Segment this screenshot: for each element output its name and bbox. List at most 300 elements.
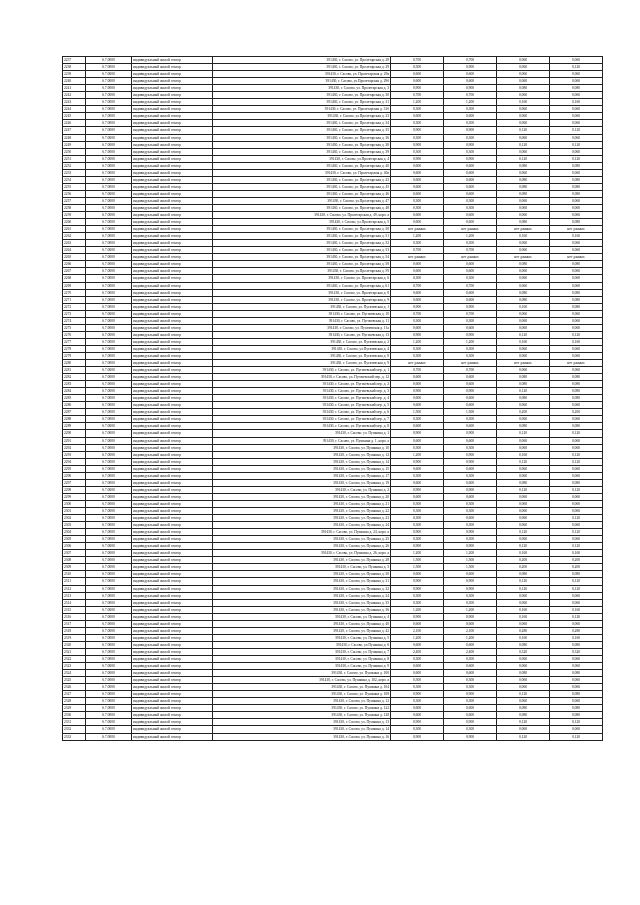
cell-row-number: 2331 [63, 719, 86, 726]
cell-address: 391430, г. Сасово, ул. Пролетарская д. 34 [213, 120, 391, 127]
table-row [63, 57, 603, 64]
cell-category-code: 6.7.0000 [86, 204, 132, 211]
cell-sector-type: индивидуальный жилой сектор [132, 233, 213, 240]
cell-value-1: 0,700 [391, 247, 444, 254]
cell-sector-type: индивидуальный жилой сектор [132, 71, 213, 78]
cell-category-code: 6.7.0000 [86, 437, 132, 444]
cell-value-3: 0,080 [497, 381, 550, 388]
cell-value-1: 0,900 [391, 543, 444, 550]
cell-value-2: 0,600 [444, 169, 497, 176]
table-row [63, 479, 603, 486]
cell-category-code: 6.7.0000 [86, 500, 132, 507]
cell-category-code: 6.7.0000 [86, 416, 132, 423]
cell-value-1: 0,300 [391, 204, 444, 211]
cell-sector-type: индивидуальный жилой сектор [132, 226, 213, 233]
cell-value-3: 0,080 [497, 374, 550, 381]
cell-value-1: 0,900 [391, 127, 444, 134]
cell-sector-type: индивидуальный жилой сектор [132, 134, 213, 141]
cell-value-4: 0,120 [550, 127, 603, 134]
cell-value-3: 0,060 [497, 324, 550, 331]
cell-row-number: 2291 [63, 437, 86, 444]
table-row [63, 113, 603, 120]
cell-value-2: 0,300 [444, 352, 497, 359]
cell-value-2: 1,200 [444, 606, 497, 613]
cell-address: 391430, г. Сасово, ул. Пролетарская д. 40а [213, 169, 391, 176]
table-row [63, 261, 603, 268]
cell-address: 391430, г. Сасово, ул. Пролетарская д. 45 [213, 183, 391, 190]
cell-value-2: 0,600 [444, 493, 497, 500]
cell-category-code: 6.7.0000 [86, 634, 132, 641]
cell-address: 391430, г. Сасово, ул. Пушкина д. 19 [213, 479, 391, 486]
cell-value-4: 0,060 [550, 169, 603, 176]
cell-value-1: 0,700 [391, 92, 444, 99]
cell-row-number: 2286 [63, 402, 86, 409]
cell-value-4: 0,080 [550, 296, 603, 303]
cell-value-4: 0,080 [550, 712, 603, 719]
table-row [63, 303, 603, 310]
cell-value-4: 0,120 [550, 585, 603, 592]
cell-sector-type: индивидуальный жилой сектор [132, 92, 213, 99]
cell-sector-type: индивидуальный жилой сектор [132, 543, 213, 550]
cell-value-2: 0,300 [444, 522, 497, 529]
cell-row-number: 2264 [63, 247, 86, 254]
cell-value-2: нет данных [444, 226, 497, 233]
cell-sector-type: индивидуальный жилой сектор [132, 634, 213, 641]
cell-category-code: 6.7.0000 [86, 127, 132, 134]
cell-value-2: 0,900 [444, 155, 497, 162]
cell-value-4: 0,120 [550, 141, 603, 148]
cell-value-1: 0,900 [391, 303, 444, 310]
cell-category-code: 6.7.0000 [86, 212, 132, 219]
table-row [63, 444, 603, 451]
table-row [63, 388, 603, 395]
cell-value-4: 0,120 [550, 515, 603, 522]
cell-sector-type: индивидуальный жилой сектор [132, 268, 213, 275]
table-row [63, 219, 603, 226]
table-row [63, 500, 603, 507]
table-row [63, 726, 603, 733]
cell-address: 391430, г. Сасово, ул. Пушкина д. 26 [213, 543, 391, 550]
table-row [63, 162, 603, 169]
cell-value-1: 0,300 [391, 197, 444, 204]
cell-value-3: 0,120 [497, 719, 550, 726]
cell-category-code: 6.7.0000 [86, 592, 132, 599]
cell-category-code: 6.7.0000 [86, 719, 132, 726]
cell-sector-type: индивидуальный жилой сектор [132, 557, 213, 564]
cell-category-code: 6.7.0000 [86, 472, 132, 479]
cell-value-3: 0,080 [497, 395, 550, 402]
cell-value-1: 0,600 [391, 705, 444, 712]
cell-value-3: 0,320 [497, 648, 550, 655]
table-row [63, 352, 603, 359]
cell-category-code: 6.7.0000 [86, 254, 132, 261]
cell-value-4: 0,160 [550, 338, 603, 345]
cell-row-number: 2277 [63, 338, 86, 345]
cell-value-3: 0,120 [497, 331, 550, 338]
cell-value-4: 0,080 [550, 374, 603, 381]
table-row [63, 472, 603, 479]
cell-value-1: 0,600 [391, 670, 444, 677]
cell-address: 391430, г. Сасово, ул. Пролетарская д. 28 [213, 57, 391, 64]
table-row [63, 620, 603, 627]
cell-row-number: 2265 [63, 254, 86, 261]
cell-value-1: 0,300 [391, 106, 444, 113]
cell-sector-type: индивидуальный жилой сектор [132, 310, 213, 317]
cell-value-2: 0,300 [444, 698, 497, 705]
cell-value-2: 0,600 [444, 190, 497, 197]
cell-value-4: 0,120 [550, 529, 603, 536]
cell-row-number: 2269 [63, 282, 86, 289]
cell-value-1: 0,900 [391, 388, 444, 395]
cell-value-1: 0,600 [391, 190, 444, 197]
cell-value-1: 0,700 [391, 57, 444, 64]
cell-address: 391430, г. Сасово, ул. Пугачевский пер. д. 5 [213, 402, 391, 409]
cell-value-1: 0,600 [391, 374, 444, 381]
cell-category-code: 6.7.0000 [86, 451, 132, 458]
cell-address: 391430, г. Сасово, ул. Пролетарская д. 50 [213, 226, 391, 233]
table-row [63, 684, 603, 691]
cell-category-code: 6.7.0000 [86, 134, 132, 141]
cell-category-code: 6.7.0000 [86, 296, 132, 303]
cell-category-code: 6.7.0000 [86, 465, 132, 472]
cell-sector-type: индивидуальный жилой сектор [132, 430, 213, 437]
cell-sector-type: индивидуальный жилой сектор [132, 684, 213, 691]
cell-address: 391430, г. Сасово, ул. Пушкина д. 15 [213, 465, 391, 472]
cell-category-code: 6.7.0000 [86, 663, 132, 670]
cell-address: 391430, г. Сасово, ул. Пролетарская д. 29 [213, 64, 391, 71]
cell-category-code: 6.7.0000 [86, 564, 132, 571]
cell-address: 391430, г. Сасово, ул. Пугачевская д. 10 [213, 310, 391, 317]
cell-value-2: 0,300 [444, 134, 497, 141]
cell-sector-type: индивидуальный жилой сектор [132, 155, 213, 162]
table-row [63, 592, 603, 599]
table-row [63, 458, 603, 465]
cell-value-2: 0,900 [444, 529, 497, 536]
cell-address: 391430, г. Сасово, ул. Пугачевская д. 13 [213, 331, 391, 338]
cell-value-1: 0,600 [391, 437, 444, 444]
cell-value-3: 0,060 [497, 113, 550, 120]
cell-value-3: 0,120 [497, 127, 550, 134]
cell-value-3: 0,120 [497, 585, 550, 592]
table-row [63, 197, 603, 204]
cell-row-number: 2273 [63, 310, 86, 317]
cell-value-1: 0,900 [391, 733, 444, 740]
cell-category-code: 6.7.0000 [86, 578, 132, 585]
cell-address: 391430, г. Сасово, ул. Пушкина д. 7 [213, 648, 391, 655]
cell-address: 391430, г. Сасово, ул. Пушкина д. 28 [213, 557, 391, 564]
cell-value-4: 0,080 [550, 85, 603, 92]
cell-sector-type: индивидуальный жилой сектор [132, 381, 213, 388]
cell-sector-type: индивидуальный жилой сектор [132, 275, 213, 282]
cell-value-4: 0,060 [550, 367, 603, 374]
cell-value-3: 0,060 [497, 416, 550, 423]
cell-sector-type: индивидуальный жилой сектор [132, 677, 213, 684]
cell-sector-type: индивидуальный жилой сектор [132, 197, 213, 204]
table-row [63, 641, 603, 648]
cell-value-2: 0,300 [444, 317, 497, 324]
cell-row-number: 2328 [63, 698, 86, 705]
cell-row-number: 2259 [63, 212, 86, 219]
cell-value-1: 1,200 [391, 233, 444, 240]
cell-address: 391430, г. Сасово, ул. Пушкина д. 23 [213, 515, 391, 522]
cell-sector-type: индивидуальный жилой сектор [132, 374, 213, 381]
cell-value-4: 0,060 [550, 677, 603, 684]
cell-sector-type: индивидуальный жилой сектор [132, 493, 213, 500]
cell-row-number: 2241 [63, 85, 86, 92]
cell-value-3: 0,060 [497, 106, 550, 113]
cell-category-code: 6.7.0000 [86, 155, 132, 162]
cell-value-1: 0,900 [391, 458, 444, 465]
table-row [63, 705, 603, 712]
cell-value-1: 0,300 [391, 240, 444, 247]
cell-category-code: 6.7.0000 [86, 705, 132, 712]
cell-value-1: 1,200 [391, 451, 444, 458]
cell-value-4: 0,060 [550, 493, 603, 500]
cell-row-number: 2333 [63, 733, 86, 740]
table-row [63, 486, 603, 493]
cell-address: 391430, г. Сасово, ул. Пушкина д. 25 [213, 536, 391, 543]
cell-category-code: 6.7.0000 [86, 585, 132, 592]
cell-value-3: 0,060 [497, 247, 550, 254]
cell-value-4: 0,320 [550, 648, 603, 655]
cell-category-code: 6.7.0000 [86, 183, 132, 190]
cell-address: 391430, г. Сасово, ул. Пролетарская д. 39 [213, 148, 391, 155]
cell-row-number: 2324 [63, 670, 86, 677]
cell-value-2: 1,200 [444, 338, 497, 345]
table-row [63, 670, 603, 677]
cell-value-4: 0,080 [550, 479, 603, 486]
cell-value-1: 0,600 [391, 169, 444, 176]
cell-value-4: 0,080 [550, 388, 603, 395]
cell-value-1: 0,300 [391, 444, 444, 451]
cell-address: 391430, г. Сасово, ул. Пушкина д. 12 [213, 451, 391, 458]
table-row [63, 317, 603, 324]
cell-value-1: 0,600 [391, 641, 444, 648]
cell-value-4: 0,060 [550, 240, 603, 247]
cell-value-1: 1,200 [391, 338, 444, 345]
cell-address: 391430, г. Сасово, ул. Пушкина д. 30 [213, 571, 391, 578]
cell-address: 391430, г. Сасово, ул. Пушкина д. 34 [213, 592, 391, 599]
cell-row-number: 2310 [63, 571, 86, 578]
cell-row-number: 2302 [63, 515, 86, 522]
cell-category-code: 6.7.0000 [86, 655, 132, 662]
cell-address: 391430, г. Сасово, ул. Пушкина д. 40 [213, 620, 391, 627]
cell-value-2: 0,700 [444, 282, 497, 289]
cell-value-2: 0,600 [444, 324, 497, 331]
cell-value-2: 0,900 [444, 85, 497, 92]
table-row [63, 367, 603, 374]
cell-value-1: 1,200 [391, 550, 444, 557]
table-row [63, 381, 603, 388]
table-row [63, 127, 603, 134]
cell-row-number: 2318 [63, 627, 86, 634]
cell-address: 391430, г. Сасово, ул. Пугачевский пер. д. 2 [213, 381, 391, 388]
cell-address: 391430, г. Сасово, ул. Пушкина д. 9 [213, 663, 391, 670]
cell-category-code: 6.7.0000 [86, 641, 132, 648]
cell-sector-type: индивидуальный жилой сектор [132, 550, 213, 557]
cell-value-3: нет данных [497, 360, 550, 367]
cell-value-1: 0,600 [391, 663, 444, 670]
table-row [63, 613, 603, 620]
cell-sector-type: индивидуальный жилой сектор [132, 536, 213, 543]
cell-address: 391430, г. Сасово, ул. Пролетарская д. 9 [213, 296, 391, 303]
cell-category-code: 6.7.0000 [86, 197, 132, 204]
cell-address: 391430, г. Сасово, ул. Пушкина д. 2 [213, 486, 391, 493]
cell-category-code: 6.7.0000 [86, 148, 132, 155]
cell-value-4: нет данных [550, 360, 603, 367]
cell-value-3: 0,120 [497, 543, 550, 550]
cell-value-3: 0,060 [497, 352, 550, 359]
cell-sector-type: индивидуальный жилой сектор [132, 120, 213, 127]
cell-category-code: 6.7.0000 [86, 71, 132, 78]
cell-value-4: 0,060 [550, 71, 603, 78]
table-row [63, 522, 603, 529]
cell-value-3: 0,160 [497, 303, 550, 310]
cell-value-2: 0,700 [444, 367, 497, 374]
cell-value-3: 0,080 [497, 705, 550, 712]
cell-value-2: 2,100 [444, 627, 497, 634]
cell-value-2: 0,700 [444, 247, 497, 254]
cell-row-number: 2244 [63, 106, 86, 113]
cell-sector-type: индивидуальный жилой сектор [132, 388, 213, 395]
cell-sector-type: индивидуальный жилой сектор [132, 522, 213, 529]
cell-value-1: 0,500 [391, 64, 444, 71]
cell-row-number: 2315 [63, 606, 86, 613]
cell-sector-type: индивидуальный жилой сектор [132, 204, 213, 211]
cell-value-4: 0,060 [550, 536, 603, 543]
cell-sector-type: индивидуальный жилой сектор [132, 183, 213, 190]
cell-value-2: 0,900 [444, 451, 497, 458]
cell-category-code: 6.7.0000 [86, 261, 132, 268]
table-row [63, 254, 603, 261]
cell-address: 391430, г. Сасово, ул. Пугачевский пер. д. 8 [213, 423, 391, 430]
cell-value-2: 0,300 [444, 726, 497, 733]
cell-category-code: 6.7.0000 [86, 423, 132, 430]
cell-value-4: нет данных [550, 254, 603, 261]
table-row [63, 648, 603, 655]
cell-value-1: 0,600 [391, 620, 444, 627]
cell-address: 391430, г. Сасово, ул.Пролетарская д. 59 [213, 268, 391, 275]
cell-value-4: 0,060 [550, 444, 603, 451]
table-row [63, 493, 603, 500]
cell-value-3: 0,080 [497, 261, 550, 268]
cell-value-2: 0,600 [444, 113, 497, 120]
cell-row-number: 2323 [63, 663, 86, 670]
cell-value-4: 0,080 [550, 641, 603, 648]
cell-address: 391430, г. Сасово, ул. Пугачевская д. 8 [213, 352, 391, 359]
cell-category-code: 6.7.0000 [86, 733, 132, 740]
table-row [63, 374, 603, 381]
cell-category-code: 6.7.0000 [86, 381, 132, 388]
cell-row-number: 2255 [63, 183, 86, 190]
cell-value-4: 0,160 [550, 99, 603, 106]
cell-value-3: 0,160 [497, 634, 550, 641]
table-row [63, 99, 603, 106]
cell-sector-type: индивидуальный жилой сектор [132, 141, 213, 148]
cell-sector-type: индивидуальный жилой сектор [132, 564, 213, 571]
cell-sector-type: индивидуальный жилой сектор [132, 176, 213, 183]
cell-value-3: 0,060 [497, 663, 550, 670]
table-row [63, 585, 603, 592]
table-row [63, 155, 603, 162]
table-row [63, 226, 603, 233]
cell-value-3: 0,060 [497, 402, 550, 409]
cell-row-number: 2270 [63, 289, 86, 296]
cell-value-3: 0,080 [497, 423, 550, 430]
cell-address: 391430, г. Сасово, ул. Пролетарская д. 29а [213, 71, 391, 78]
cell-value-2: 1,200 [444, 634, 497, 641]
cell-value-2: 0,900 [444, 303, 497, 310]
table-row [63, 402, 603, 409]
cell-sector-type: индивидуальный жилой сектор [132, 282, 213, 289]
cell-value-1: 0,300 [391, 500, 444, 507]
cell-value-1: 0,600 [391, 212, 444, 219]
cell-sector-type: индивидуальный жилой сектор [132, 529, 213, 536]
cell-address: 391430, г. Сасово, ул. Пушкина д. 14 [213, 726, 391, 733]
cell-value-4: 0,060 [550, 247, 603, 254]
cell-sector-type: индивидуальный жилой сектор [132, 571, 213, 578]
cell-value-2: 0,900 [444, 486, 497, 493]
cell-value-1: нет данных [391, 226, 444, 233]
cell-category-code: 6.7.0000 [86, 141, 132, 148]
cell-row-number: 2296 [63, 472, 86, 479]
cell-value-1: 0,300 [391, 726, 444, 733]
cell-row-number: 2307 [63, 550, 86, 557]
cell-category-code: 6.7.0000 [86, 395, 132, 402]
cell-value-3: 0,080 [497, 670, 550, 677]
cell-row-number: 2275 [63, 324, 86, 331]
cell-value-2: 0,600 [444, 183, 497, 190]
cell-value-1: 0,600 [391, 395, 444, 402]
cell-value-2: 0,700 [444, 57, 497, 64]
cell-category-code: 6.7.0000 [86, 367, 132, 374]
cell-row-number: 2311 [63, 578, 86, 585]
cell-value-2: 0,300 [444, 592, 497, 599]
cell-value-2: нет данных [444, 254, 497, 261]
cell-address: 391430, г. Сасово, ул. Пушкина д. 26, корп. а [213, 550, 391, 557]
cell-value-1: 0,300 [391, 684, 444, 691]
table-row [63, 247, 603, 254]
cell-value-3: 0,200 [497, 564, 550, 571]
cell-value-1: 0,300 [391, 655, 444, 662]
cell-sector-type: индивидуальный жилой сектор [132, 190, 213, 197]
cell-value-3: 0,080 [497, 289, 550, 296]
cell-sector-type: индивидуальный жилой сектор [132, 162, 213, 169]
cell-address: 391430, г. Сасово, ул. Пугачевская д. 9 [213, 360, 391, 367]
cell-value-4: 0,060 [550, 120, 603, 127]
cell-value-1: 0,300 [391, 120, 444, 127]
cell-row-number: 2249 [63, 141, 86, 148]
cell-value-3: 0,060 [497, 698, 550, 705]
table-row [63, 212, 603, 219]
cell-address: 391430, г. Сасово, ул. Пролетарская д. 38 [213, 141, 391, 148]
cell-value-2: 0,300 [444, 106, 497, 113]
cell-value-3: 0,060 [497, 275, 550, 282]
cell-row-number: 2312 [63, 585, 86, 592]
cell-value-4: 0,080 [550, 190, 603, 197]
cell-row-number: 2282 [63, 374, 86, 381]
cell-category-code: 6.7.0000 [86, 684, 132, 691]
cell-value-3: 0,200 [497, 409, 550, 416]
cell-value-3: 0,060 [497, 204, 550, 211]
cell-value-1: 0,900 [391, 85, 444, 92]
cell-sector-type: индивидуальный жилой сектор [132, 726, 213, 733]
cell-value-3: 0,060 [497, 493, 550, 500]
cell-value-2: 0,600 [444, 176, 497, 183]
table-row [63, 176, 603, 183]
cell-value-3: нет данных [497, 254, 550, 261]
cell-value-2: 0,600 [444, 268, 497, 275]
